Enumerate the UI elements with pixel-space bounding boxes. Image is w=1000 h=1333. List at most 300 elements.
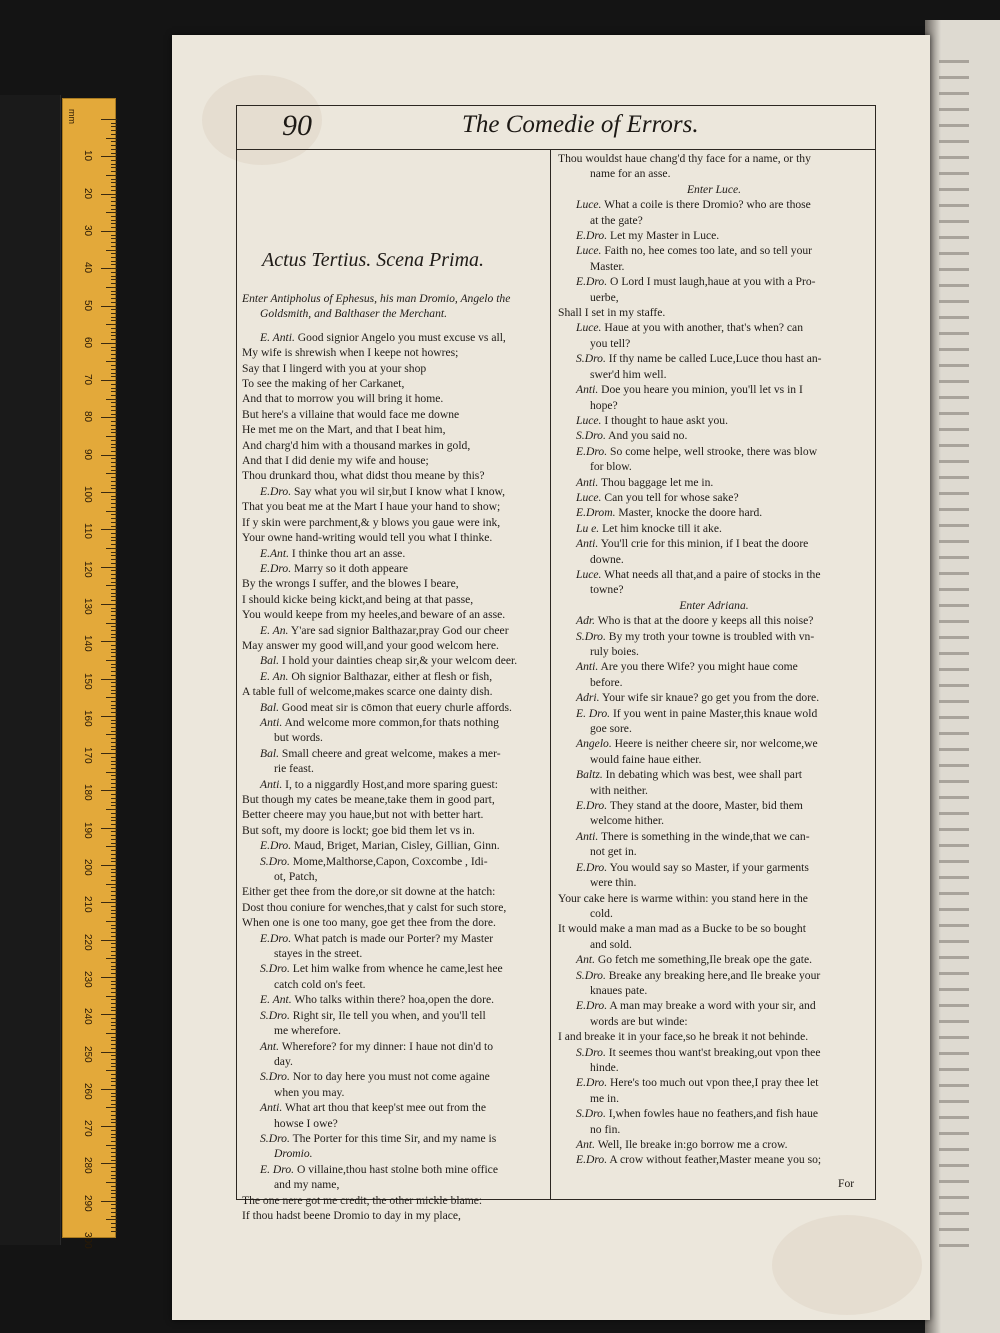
speaker-name: Lu e. [576,521,600,535]
ruler-tick [111,347,117,348]
verse-line [558,752,870,767]
ruler-tick [111,238,117,239]
line-text: rie feast. [274,762,314,776]
verse-line [242,777,544,792]
verse-line [558,891,870,906]
ruler-tick [106,921,117,922]
verse-line [558,213,870,228]
speaker-name: Adri. [576,691,600,705]
ruler-tick [111,167,117,168]
ruler-label: 90 [82,448,93,460]
verse-line [558,675,870,690]
line-text: Heere is neither cheere sir, nor welcome,we [614,737,818,751]
ruler-label: 100 [82,486,93,503]
ruler-tick [101,156,117,157]
ruler-tick [111,738,117,739]
verse-line [242,623,544,638]
verse-line [558,659,870,674]
verse-line [242,376,544,391]
line-text: O Lord I must laugh,haue at you with a Pro- [610,275,816,289]
line-text: What patch is made our Porter? my Master [293,931,494,945]
facing-text-line [939,588,969,591]
speaker-name: Bal. [260,700,279,714]
line-text: Marry so it doth appeare [294,561,409,575]
line-text: hope? [590,398,618,412]
speaker-name: Ant. [576,953,595,967]
stage-direction [242,291,544,306]
ruler-tick [111,731,117,732]
ruler-tick [111,749,117,750]
facing-text-line [939,140,969,143]
line-text: I thinke thou art an asse. [291,546,406,560]
ruler-tick [111,682,117,683]
ruler-tick [111,485,117,486]
ruler-tick [111,820,117,821]
speaker-name: Bal. [260,654,279,668]
verse-line [558,921,870,936]
verse-line [558,243,870,258]
line-text: Well, Ile breake in:go borrow me a crow. [597,1138,788,1151]
ruler-tick [111,1044,117,1045]
ruler-tick [111,611,117,612]
ruler-label: 120 [82,560,93,578]
facing-text-line [939,604,969,607]
verse-line [242,931,544,946]
ruler-tick [111,574,117,575]
verse-line [242,869,544,884]
ruler-tick [111,537,117,538]
line-text: Good signior Angelo you must excuse vs all, [297,330,506,344]
facing-text-line [939,1052,969,1055]
verse-line [242,576,544,591]
verse-line [242,515,544,530]
verse-line [558,536,870,551]
verse-line [558,983,870,998]
ruler-tick [106,548,117,549]
verse-line [558,475,870,490]
facing-text-line [939,1244,969,1247]
line-text: Enter Antipholus of Ephesus, his man Dromio, Angelo the [242,292,511,305]
ruler-tick [111,279,117,280]
ruler-tick [111,1104,117,1105]
ruler-tick [101,492,117,493]
verse-line [558,998,870,1013]
speaker-name: E.Dro. [576,1153,608,1167]
verse-line [242,499,544,514]
verse-line [242,838,544,853]
ruler-tick [111,824,117,825]
speaker-name: E.Dro. [576,229,608,243]
speaker-name: S.Dro. [260,962,290,976]
ruler-tick [111,462,117,463]
ruler-label: 130 [82,597,93,615]
verse-line [242,669,544,684]
ruler-tick [111,626,117,627]
facing-text-line [939,1004,969,1007]
line-text: May answer my good will,and your good welcom here. [242,638,499,652]
line-text: Thou drunkard thou, what didst thou meane by this? [242,469,485,483]
facing-text-line [939,844,969,847]
ruler-tick [111,1010,117,1011]
ruler-tick [111,481,117,482]
line-text: goe sore. [590,722,632,736]
verse-line [558,290,870,305]
ruler-tick [111,917,117,918]
ruler-tick [106,846,117,847]
line-text: me wherefore. [274,1024,341,1038]
ruler-tick [111,798,117,799]
speaker-name: Anti. [576,537,599,551]
facing-text-line [939,892,969,895]
speaker-name: S.Dro. [576,429,606,443]
facing-text-line [939,956,969,959]
ruler-label: 230 [82,970,93,988]
ruler-tick [111,522,117,523]
ruler-tick [111,1141,117,1142]
speaker-name: E. Anti. [260,330,295,344]
facing-text-line [939,1020,969,1023]
verse-line [558,459,870,474]
verse-line [558,567,870,582]
ruler-tick [111,1040,117,1041]
verse-line [558,505,870,520]
ruler-tick [111,880,117,881]
facing-text-line [939,780,969,783]
speaker-name: S.Dro. [576,629,606,643]
ruler-tick [111,1029,117,1030]
running-title: The Comedie of Errors. [462,111,699,138]
facing-text-line [939,732,969,735]
facing-page-edge [925,20,1000,1333]
speaker-name: Luce. [576,244,602,258]
speaker-name: E. An. [260,669,289,683]
verse-line [242,684,544,699]
speaker-name: E.Ant. [260,546,289,560]
ruler-tick [111,805,117,806]
line-text: They stand at the doore, Master, bid them [609,799,803,813]
line-text: Master, knocke the doore hard. [618,506,763,520]
ruler-label: 300 [82,1232,93,1249]
facing-text-line [939,764,969,767]
ruler-tick [111,451,117,452]
facing-text-line [939,396,969,399]
ruler-tick [111,984,117,985]
ruler-tick [111,671,117,672]
ruler-tick [111,358,117,359]
ruler-tick [101,306,117,307]
line-text: Say what you wil sir,but I know what I know, [294,484,506,498]
ruler-tick [101,194,117,195]
ruler-tick [101,343,117,344]
ruler-tick [111,1074,117,1075]
ruler-tick [111,220,117,221]
ruler-tick [111,186,117,187]
line-text: I should kicke being kickt,and being at that passe, [242,592,474,606]
ruler-tick [111,354,117,355]
verse-line [242,561,544,576]
ruler-tick [111,1025,117,1026]
facing-text-line [939,812,969,815]
line-text: Nor to day here you must not come againe [292,1070,490,1084]
facing-text-line [939,1132,969,1135]
ruler-label: 180 [82,784,93,802]
ruler-tick [111,205,117,206]
ruler-tick [111,895,117,896]
verse-line [558,968,870,983]
ruler-label: 40 [82,262,93,274]
ruler-label: 160 [82,709,93,727]
line-text: In debating which was best, wee shall part [605,768,803,782]
ruler-tick [111,1018,117,1019]
column-rule [550,149,551,1199]
line-text: When one is one too many, goe get thee from the dore. [242,916,496,930]
ruler-tick [111,869,117,870]
ruler-tick [101,1126,117,1127]
ruler-tick [111,332,117,333]
ruler-tick [111,839,117,840]
speaker-name: Ant. [260,1039,279,1053]
facing-text-line [939,620,969,623]
line-text: But though my cates be meane,take them in good part, [242,793,495,806]
speaker-name: E.Dro. [576,275,608,289]
verse-line [558,1091,870,1106]
ruler-tick [111,1063,117,1064]
ruler-tick [111,634,117,635]
ruler-tick [106,436,117,437]
ruler-tick [111,973,117,974]
ruler-tick [111,992,117,993]
ruler-tick [111,1148,117,1149]
ruler-tick [111,160,117,161]
ruler-tick [111,123,117,124]
line-text: Oh signior Balthazar, either at flesh or fish, [291,669,493,683]
line-text: me in. [590,1091,619,1105]
verse-line [242,807,544,822]
verse-line [242,422,544,437]
line-text: I and breake it in your face,so he break it not behinde. [558,1030,809,1044]
verse-line [558,721,870,736]
left-column [242,223,544,1223]
line-text: Let my Master in Luce. [610,229,720,243]
line-text: but words. [274,731,323,745]
ruler-tick [111,910,117,911]
ruler-tick [101,417,117,418]
ruler-tick [111,317,117,318]
line-text: Goldsmith, and Balthaser the Merchant. [260,307,447,321]
line-text: And that to morrow you will bring it home. [242,392,444,406]
stage-direction [242,306,544,321]
verse-line [558,706,870,721]
ruler-tick [111,421,117,422]
ruler-tick [106,287,117,288]
ruler-tick [111,746,117,747]
speaker-name: E.Dro. [576,799,608,813]
ruler-tick [111,1037,117,1038]
ruler-tick [111,261,117,262]
line-text: Let him walke from whence he came,lest hee [292,962,503,976]
line-text: Right sir, Ile tell you when, and you'll tell [292,1008,486,1022]
ruler-tick [106,1070,117,1071]
facing-text-line [939,492,969,495]
ruler-tick [111,533,117,534]
facing-text-line [939,412,969,415]
ruler-tick [106,250,117,251]
line-text: at the gate? [590,213,643,227]
ruler-tick [111,470,117,471]
speaker-name: E.Dro. [260,839,292,853]
facing-text-line [939,556,969,559]
facing-text-line [939,252,969,255]
ruler-tick [111,600,117,601]
verse-line [558,644,870,659]
ruler-tick [111,1096,117,1097]
ruler-label: 200 [82,859,93,876]
line-text: Mome,Malthorse,Capon, Coxcombe , Idi- [292,854,488,868]
verse-line [558,937,870,952]
facing-text-line [939,1100,969,1103]
verse-line [242,730,544,745]
speaker-name: E. Dro. [576,706,611,720]
line-text: Good meat sir is cōmon that euery churle affords. [281,700,512,714]
ruler-tick [106,473,117,474]
ruler-label: 70 [82,374,93,386]
ruler-tick [111,182,117,183]
ruler-label: 260 [82,1082,93,1100]
line-text: If thou hadst beene Dromio to day in my place, [242,1208,461,1222]
line-text: words are but winde: [590,1014,688,1028]
verse-line [242,407,544,422]
verse-line [558,521,870,536]
ruler-tick [106,772,117,773]
line-text: A man may breake a word with your sir, and [609,999,816,1013]
line-text: Haue at you with another, that's when? can [604,321,803,335]
speaker-name: E.Dro. [576,444,608,458]
speaker-name: S.Dro. [260,1070,290,1084]
facing-text-line [939,1068,969,1071]
ruler-tick [111,656,117,657]
ruler-tick [101,977,117,978]
ruler-tick [111,559,117,560]
ruler-tick [111,1216,117,1217]
ruler-tick [111,276,117,277]
facing-text-line [939,684,969,687]
ruler-tick [111,216,117,217]
ruler-tick [111,1152,117,1153]
ruler-tick [111,615,117,616]
line-text: Y'are sad signior Balthazar,pray God our cheer [290,623,509,637]
stage-entrance [558,182,870,197]
verse-line [242,977,544,992]
facing-text-line [939,1228,969,1231]
facing-text-line [939,1212,969,1215]
ruler-tick [111,201,117,202]
ruler-tick [106,884,117,885]
line-text: Dost thou coniure for wenches,that y calst for such store, [242,900,507,914]
verse-line [558,952,870,967]
line-text: day. [274,1054,293,1068]
speaker-name: S.Dro. [576,1045,606,1059]
facing-text-line [939,540,969,543]
speaker-name: Baltz. [576,768,603,782]
ruler-tick [111,141,117,142]
ruler-tick [111,570,117,571]
ruler-tick [111,708,117,709]
ruler-tick [111,1022,117,1023]
ruler-tick [106,697,117,698]
ruler-tick [111,850,117,851]
ruler-tick [111,1007,117,1008]
ruler-tick [111,339,117,340]
verse-line [242,592,544,607]
line-text: Better cheere may you haue,but not with better hart. [242,808,484,822]
line-text: uerbe, [590,290,619,304]
ruler-label: 280 [82,1157,93,1175]
ruler-tick [111,388,117,389]
verse-line [242,1069,544,1084]
ruler-tick [111,272,117,273]
speaker-name: Ant. [576,1138,595,1151]
ruler-label: 210 [82,896,93,913]
verse-line [558,259,870,274]
ruler-tick [111,1186,117,1187]
ruler-tick [111,969,117,970]
line-text: howse I owe? [274,1116,338,1130]
ruler-tick [111,1003,117,1004]
ruler-tick [111,1190,117,1191]
ruler-tick [101,679,117,680]
line-text: cold. [590,906,613,920]
ruler-tick [111,126,117,127]
ruler-tick [111,775,117,776]
facing-text-line [939,316,969,319]
ruler-tick [111,712,117,713]
ruler-tick [101,119,117,120]
ruler-tick [111,145,117,146]
verse-line [242,438,544,453]
speaker-name: Anti. [576,475,599,489]
verse-line [242,530,544,545]
verse-line [558,444,870,459]
verse-line [242,330,544,345]
speaker-name: Anti. [576,829,599,843]
line-text: name for an asse. [590,167,671,181]
verse-line [558,1029,870,1044]
line-text: would faine haue either. [590,752,702,766]
ruler-label: 110 [82,523,93,540]
verse-line [242,1116,544,1131]
verse-line [558,1045,870,1060]
line-text: I hold your dainties cheap sir,& your welcom deer. [281,654,518,668]
verse-line [242,946,544,961]
verse-line [558,367,870,382]
ruler-tick [111,458,117,459]
facing-text-line [939,1196,969,1199]
ruler-tick [111,283,117,284]
facing-text-line [939,284,969,287]
ruler-tick [111,872,117,873]
speaker-name: S.Dro. [576,968,606,982]
facing-text-line [939,668,969,671]
ruler-tick [106,212,117,213]
line-text: That you beat me at the Mart I haue your hand to show; [242,500,501,514]
ruler-tick [111,514,117,515]
ruler-tick [111,861,117,862]
ruler-tick [111,1066,117,1067]
ruler-tick [111,835,117,836]
ruler-tick [111,596,117,597]
speaker-name: Angelo. [576,737,612,751]
ruler-tick [111,813,117,814]
